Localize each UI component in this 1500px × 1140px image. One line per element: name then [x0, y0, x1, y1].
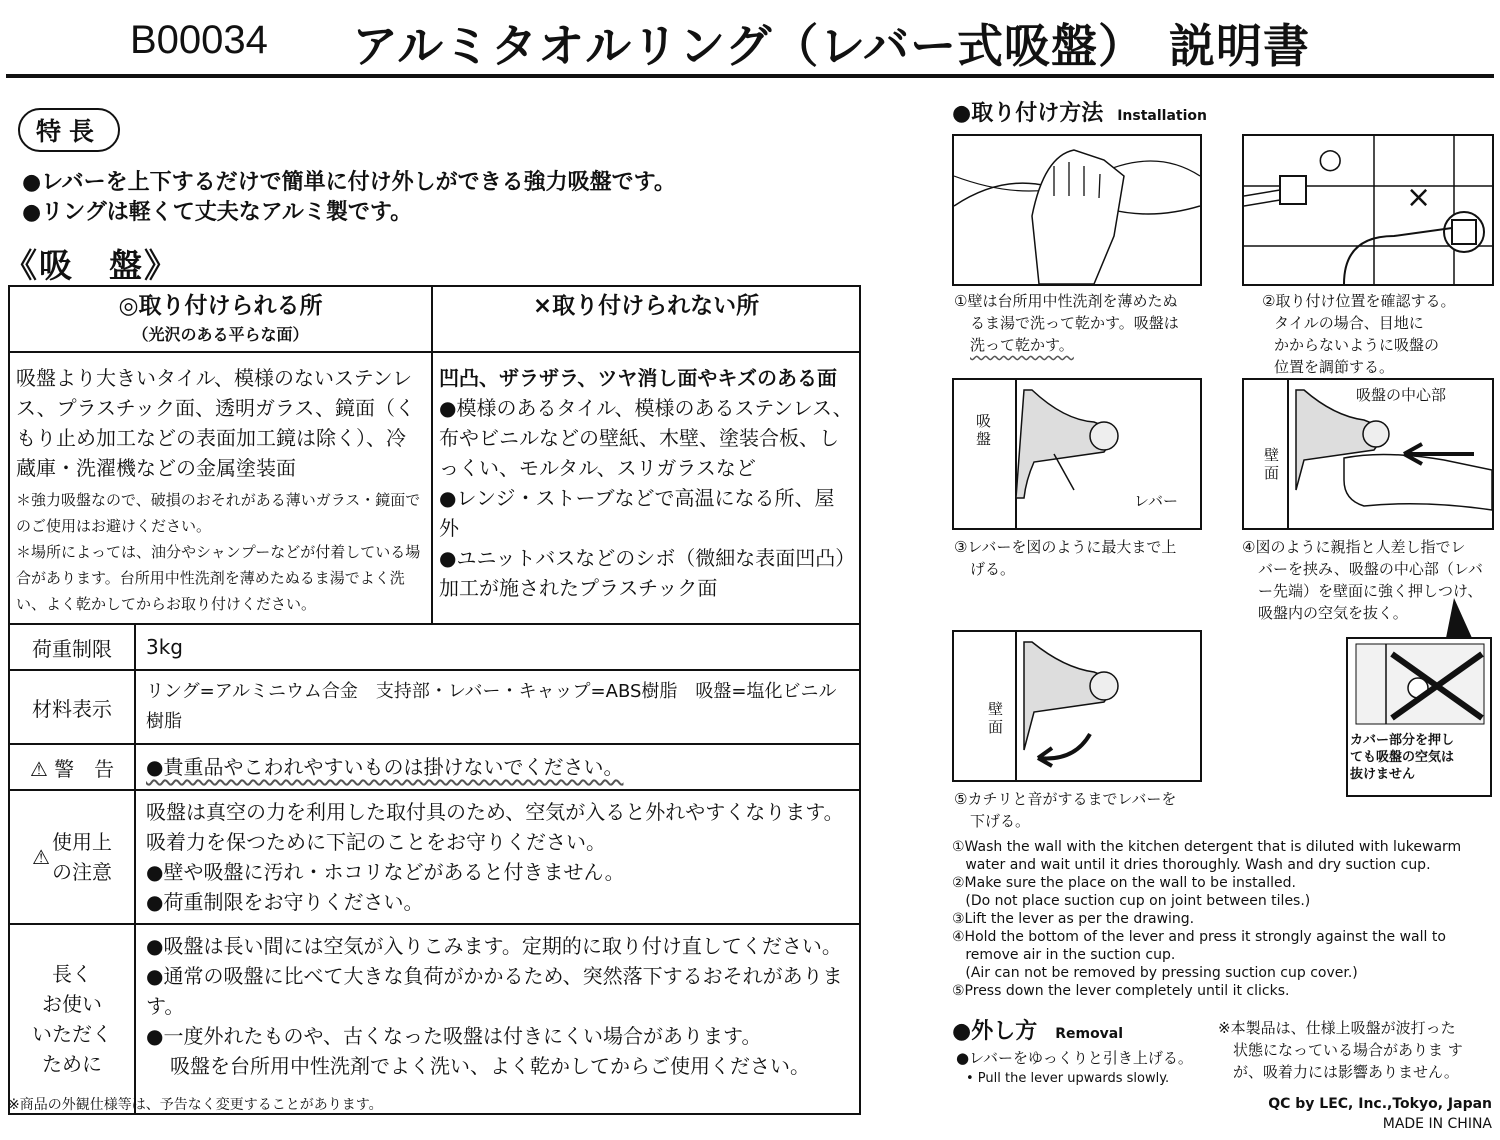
removal-jp: ●レバーをゆっくりと引き上げる。 [956, 1049, 1193, 1067]
step2-line-2: タイルの場合、目地に [1274, 314, 1424, 332]
english-line-9: ⑤Press down the lever completely until it clicks. [952, 983, 1290, 999]
step1-caption [954, 290, 1179, 356]
ok-header-cell [9, 286, 432, 352]
long-use-label-2: お使い [42, 992, 102, 1016]
step2-line-3: かからないように吸盤の [1274, 336, 1440, 354]
step1-line-3: 洗って乾かす。 [970, 336, 1074, 354]
caution-line-3: ●荷重制限をお守りください。 [146, 890, 424, 914]
step2-line-4: 位置を調節する。 [1274, 358, 1395, 376]
ng-header-cell [432, 286, 860, 352]
header-divider [6, 74, 1494, 78]
step5-line-1: ⑤カチリと音がするまでレバーを [954, 790, 1177, 808]
step3-line-2: げる。 [970, 560, 1016, 578]
caution-cell [135, 790, 860, 924]
warning-value-cell [135, 744, 860, 790]
cover-warning-line-1: カバー部分を押し [1350, 733, 1455, 748]
english-line-3: ②Make sure the place on the wall to be installed. [952, 875, 1296, 891]
step4-line-1: ④図のように親指と人差し指でレ [1242, 538, 1466, 556]
ok-note-2: ＊場所によっては、油分やシャンプーなどが付着している場合があります。台所用中性洗剤を薄めたぬるま湯でよく洗い、よく乾かしてからお取り付けください。 [16, 543, 421, 613]
warning-label: 警 告 [54, 756, 115, 781]
english-line-1: ①Wash the wall with the kitchen detergent that is diluted with lukewarm [952, 839, 1462, 855]
ng-item-1: ●模様のあるタイル、模様のあるステンレス、布やビニルなどの壁紙、木壁、塗装合板、しっくい、モルタル、スリガラスなど [439, 396, 853, 480]
caution-label-cell [9, 790, 135, 924]
long-use-line-2: ●通常の吸盤に比べて大きな負荷がかかるため、突然落下するおそれがあります。 [146, 964, 843, 1018]
qc-credit: QC by LEC, Inc.,Tokyo, Japan [1268, 1096, 1492, 1112]
material-label: 材料表示 [9, 670, 135, 744]
wiping-hand-icon [954, 136, 1200, 284]
feature-item-2: ●リングは軽くて丈夫なアルミ製です。 [22, 200, 413, 225]
caution-line-1: 吸盤は真空の力を利用した取付具のため、空気が入ると外れやすくなります。吸着力を保つために下記のことをお守りください。 [146, 800, 844, 854]
ng-lead: 凹凸、ザラザラ、ツヤ消し面やキズのある面 [439, 366, 838, 390]
suction-section-title: 《吸 盤》 [4, 246, 179, 285]
long-use-line-4: 吸盤を台所用中性洗剤でよく洗い、よく乾かしてからご使用ください。 [170, 1054, 810, 1078]
caution-label-1: 使用上 [51, 830, 112, 854]
removal-title-en: Removal [1055, 1026, 1124, 1042]
step4-line-4: 吸盤内の空気を抜く。 [1258, 604, 1408, 622]
installation-title [952, 96, 1207, 127]
product-code: B00034 [130, 18, 268, 62]
installation-title-jp: ●取り付け方法 [952, 101, 1104, 126]
long-use-label-4: ために [42, 1052, 102, 1076]
long-use-label-3: いただく [32, 1022, 112, 1046]
english-line-5: ③Lift the lever as per the drawing. [952, 911, 1195, 927]
step2-line-1: ②取り付け位置を確認する。 [1262, 292, 1456, 310]
material-value: リング=アルミニウム合金 支持部・レバー・キャップ=ABS樹脂 吸盤=塩化ビニル樹脂 [135, 670, 860, 744]
long-use-line-1: ●吸盤は長い間には空気が入りこみます。定期的に取り付け直してください。 [146, 934, 842, 958]
step4-line-3: ー先端）を壁面に強く押しつけ、 [1258, 582, 1483, 600]
ng-surfaces-cell [432, 352, 860, 624]
suction-note-line-1: ※本製品は、仕様上吸盤が波打った [1218, 1019, 1456, 1037]
ng-item-2: ●レンジ・ストーブなどで高温になる所、屋外 [439, 486, 835, 540]
ok-subheader: （光沢のある平らな面） [132, 325, 309, 344]
suction-note-line-3: が、吸着力には影響ありません。 [1218, 1063, 1459, 1081]
long-use-line-3: ●一度外れたものや、古くなった吸盤は付きにくい場合があります。 [146, 1024, 762, 1048]
long-use-label-1: 長く [52, 962, 92, 986]
ok-surfaces-cell [9, 352, 432, 624]
step3-caption [954, 536, 1176, 580]
feature-item-1: ●レバーを上下するだけで簡単に付け外しができる強力吸盤です。 [22, 170, 676, 195]
load-limit-value: 3kg [135, 624, 860, 670]
ng-item-3: ●ユニットバスなどのシボ（微細な表面凹凸）加工が施されたプラスチック面 [439, 546, 846, 600]
suction-note [1218, 1017, 1463, 1083]
load-limit-label: 荷重制限 [9, 624, 135, 670]
label-wall-step5: 壁面 [988, 700, 1004, 736]
warning-value: ●貴重品やこわれやすいものは掛けないでください。 [146, 755, 624, 779]
caution-line-2: ●壁や吸盤に汚れ・ホコリなどがあると付きません。 [146, 860, 625, 884]
label-suction: 吸盤 [976, 412, 992, 448]
warning-label-cell [9, 744, 135, 790]
ok-note-1: ＊強力吸盤なので、破損のおそれがある薄いガラス・鏡面でのご使用はお避けください。 [16, 491, 421, 535]
suction-note-line-2: 状態になっている場合がありま す [1218, 1041, 1463, 1059]
removal-title [952, 1014, 1123, 1045]
features-label: 特長 [18, 108, 120, 152]
spec-table [8, 285, 861, 1115]
removal-title-jp: ●外し方 [952, 1019, 1038, 1044]
label-lever: レバー [1134, 492, 1178, 510]
ok-header: ◎取り付けられる所 [118, 293, 323, 319]
footnote-left: ※商品の外観仕様等は、予告なく変更することがあります。 [8, 1097, 383, 1113]
made-in: MADE IN CHINA [1382, 1116, 1492, 1132]
tile-position-icon [1244, 136, 1492, 284]
removal-en: • Pull the lever upwards slowly. [966, 1071, 1170, 1086]
document-title: アルミタオルリング（レバー式吸盤） 説明書 [352, 19, 1311, 73]
wrong-position-mark: × [1406, 180, 1432, 215]
step5-line-2: 下げる。 [970, 812, 1031, 830]
step2-caption [1262, 290, 1455, 378]
long-use-label-cell [9, 924, 135, 1114]
installation-title-en: Installation [1117, 108, 1207, 124]
step5-caption [954, 788, 1176, 832]
cover-warning-line-3: 抜けません [1350, 767, 1416, 782]
step2-illustration [1242, 134, 1494, 286]
step4-line-2: バーを挟み、吸盤の中心部（レバ [1258, 560, 1483, 578]
ng-header: ×取り付けられない所 [532, 293, 760, 319]
label-suction-center: 吸盤の中心部 [1356, 386, 1447, 404]
caution-triangle-icon: ⚠ [32, 845, 50, 869]
english-line-4: (Do not place suction cup on joint between tiles.) [952, 893, 1311, 909]
cover-warning-caption [1350, 732, 1454, 783]
english-line-2: water and wait until it dries thoroughly. Wash and dry suction cup. [952, 857, 1431, 873]
correct-position-mark: ○ [1318, 142, 1343, 175]
caution-label-2: の注意 [51, 860, 112, 884]
english-instructions [952, 838, 1461, 1000]
cover-warning-line-2: ても吸盤の空気は [1350, 750, 1455, 765]
english-line-8: (Air can not be removed by pressing suction cup cover.) [952, 965, 1358, 981]
step3-line-1: ③レバーを図のように最大まで上 [954, 538, 1177, 556]
warning-triangle-icon: ⚠ [29, 756, 48, 781]
english-line-7: remove air in the suction cup. [952, 947, 1176, 963]
step1-line-2: るま湯で洗って乾かす。吸盤は [970, 314, 1179, 332]
step1-line-1: ①壁は台所用中性洗剤を薄めたぬ [954, 292, 1178, 310]
step1-illustration [952, 134, 1202, 286]
ok-surfaces-text: 吸盤より大きいタイル、模様のないステンレス、プラスチック面、透明ガラス、鏡面（くもり止め加工などの表面加工鏡は除く）、冷蔵庫・洗濯機などの金属塗装面 [16, 366, 415, 480]
label-wall-step4: 壁面 [1264, 446, 1280, 482]
long-use-cell [135, 924, 860, 1114]
english-line-6: ④Hold the bottom of the lever and press it strongly against the wall to [952, 929, 1446, 945]
